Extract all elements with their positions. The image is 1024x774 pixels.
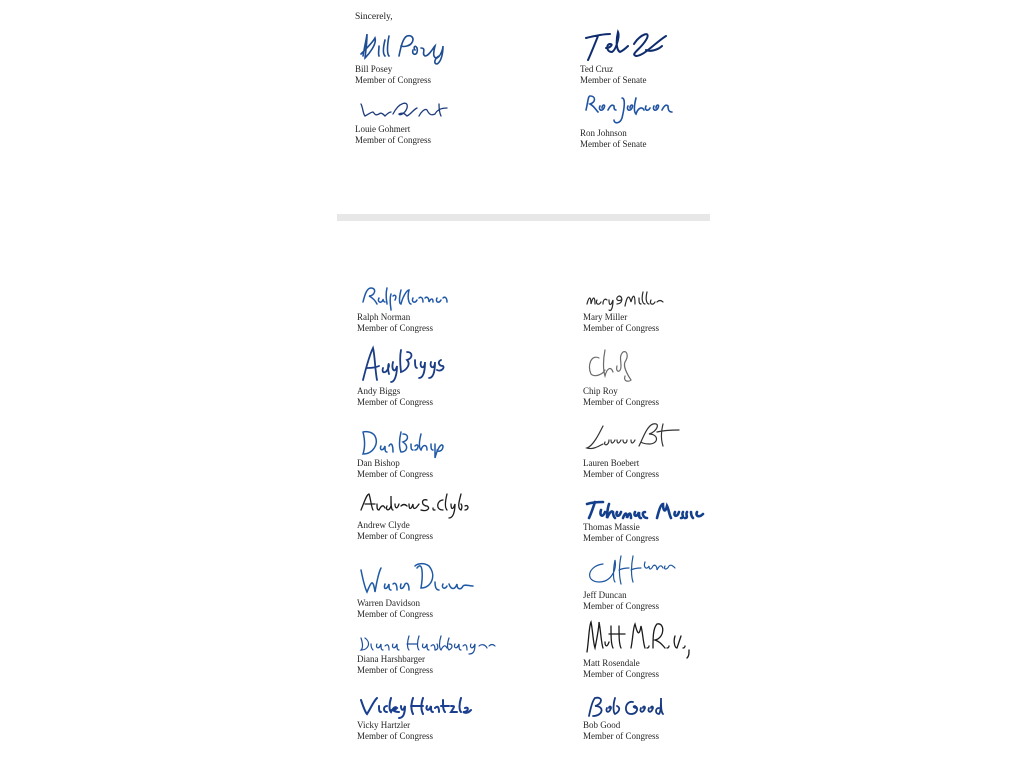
signature-block-louie-gohmert [355,98,535,146]
signer-name: Andy Biggs [357,386,401,396]
signer-name: Chip Roy [583,386,618,396]
signature-lauren-boebert [583,418,687,458]
signature-louie-gohmert [355,98,455,124]
signer-title: Member of Congress [583,533,659,543]
signer-title: Member of Congress [583,397,659,407]
page-separator [337,214,710,221]
signature-bob-good [583,694,683,720]
signature-matt-rosendale [583,618,699,658]
signer-title: Member of Congress [357,665,433,675]
signature-thomas-massie [583,498,711,522]
signature-warren-davidson [357,556,477,598]
signature-vicky-hartzler [357,694,473,720]
signature-block-chip-roy [583,344,763,408]
signature-block-bill-posey [355,28,535,86]
signer-name: Andrew Clyde [357,520,410,530]
signature-dan-bishop [357,426,457,458]
signature-ted-cruz [580,26,680,64]
signer-name: Louie Gohmert [355,124,411,134]
signature-jeff-duncan [583,552,683,590]
signer-name: Ted Cruz [580,64,614,74]
signer-title: Member of Congress [583,469,659,479]
signer-name: Jeff Duncan [583,590,627,600]
signature-block-andy-biggs [357,344,537,408]
signature-mary-miller [583,286,683,312]
signer-name: Diana Harshbarger [357,654,426,664]
signature-block-warren-davidson [357,556,537,620]
letter-page-1 [337,0,710,215]
signer-title: Member of Senate [580,139,647,149]
signature-block-ted-cruz [580,26,760,86]
signer-name: Thomas Massie [583,522,640,532]
signature-ron-johnson [580,90,680,128]
closing-text: Sincerely, [355,12,393,22]
signature-bill-posey [355,28,455,64]
signer-title: Member of Congress [357,609,433,619]
signer-title: Member of Senate [580,75,647,85]
signature-andy-biggs [357,344,457,386]
signer-name: Bob Good [583,720,621,730]
signature-block-ralph-norman [357,282,537,334]
signer-title: Member of Congress [583,323,659,333]
signature-block-jeff-duncan [583,552,763,612]
signature-block-thomas-massie [583,498,763,544]
signer-name: Vicky Hartzler [357,720,411,730]
signer-name: Ron Johnson [580,128,627,138]
signer-title: Member of Congress [357,531,433,541]
signer-title: Member of Congress [583,731,659,741]
signature-block-matt-rosendale [583,618,763,680]
signer-name: Ralph Norman [357,312,411,322]
signature-block-lauren-boebert [583,418,763,480]
signature-ralph-norman [357,282,457,312]
signer-name: Mary Miller [583,312,628,322]
signature-block-diana-harshbarger [357,632,537,676]
signer-title: Member of Congress [355,135,431,145]
signature-andrew-clyde [357,490,479,520]
signer-title: Member of Congress [357,397,433,407]
signer-title: Member of Congress [357,323,433,333]
signer-title: Member of Congress [583,601,659,611]
signer-name: Bill Posey [355,64,393,74]
signer-name: Matt Rosendale [583,658,640,668]
signature-block-bob-good [583,694,763,742]
signature-diana-harshbarger [357,632,497,654]
letter-page-2 [337,222,710,774]
signature-chip-roy [583,344,653,386]
signer-title: Member of Congress [583,669,659,679]
signer-title: Member of Congress [357,469,433,479]
signature-block-ron-johnson [580,90,760,150]
signer-title: Member of Congress [357,731,433,741]
signer-name: Warren Davidson [357,598,421,608]
signature-block-andrew-clyde [357,490,537,542]
signature-block-mary-miller [583,286,763,334]
signature-block-vicky-hartzler [357,694,537,742]
signer-name: Lauren Boebert [583,458,640,468]
signer-name: Dan Bishop [357,458,400,468]
signature-block-dan-bishop [357,426,537,480]
signer-title: Member of Congress [355,75,431,85]
